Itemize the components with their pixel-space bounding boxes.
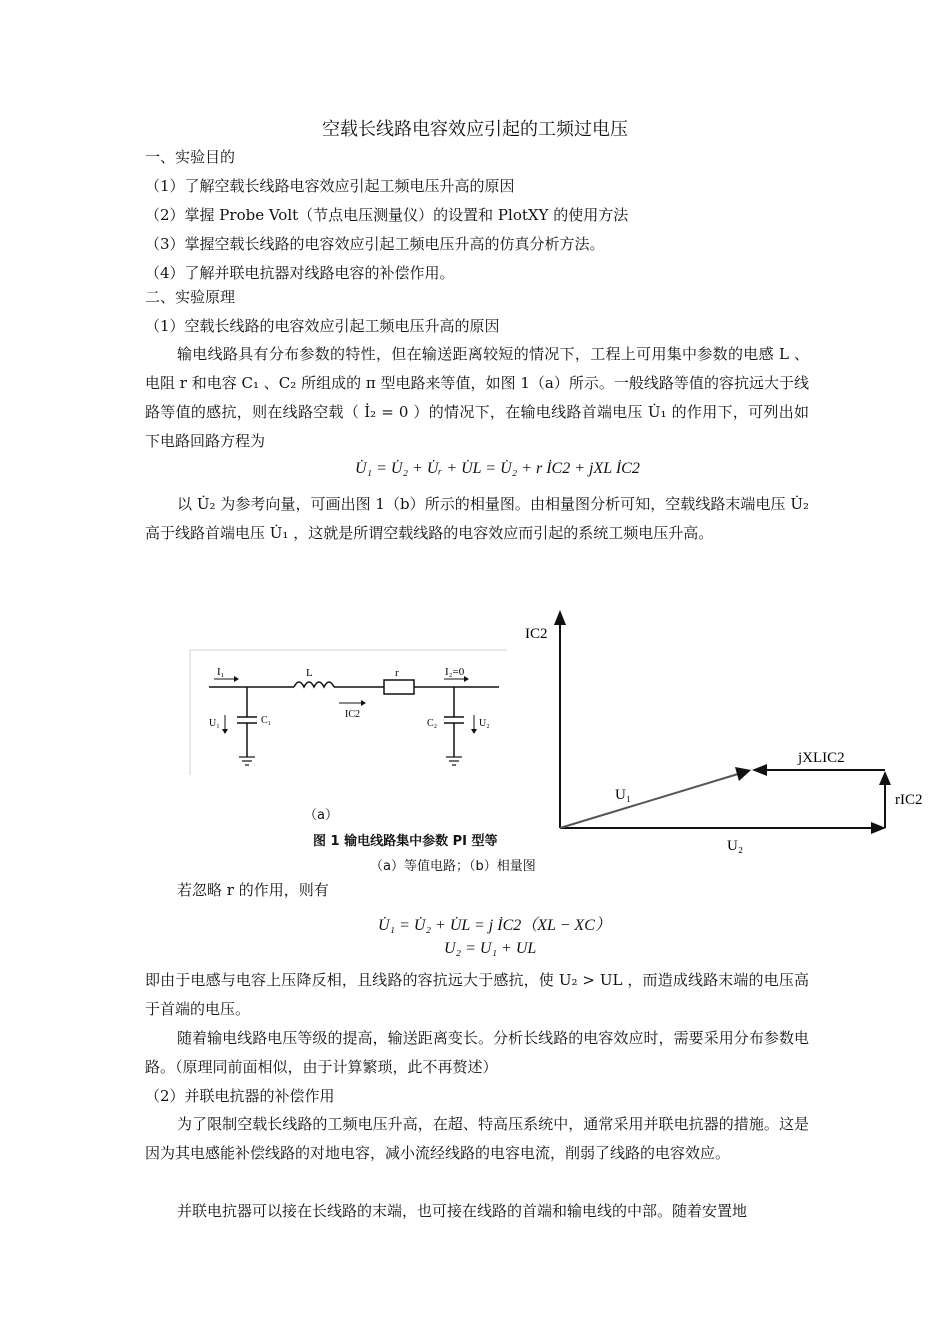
label-c1: C₁ <box>261 715 272 726</box>
phasor-label-ic2: IC2 <box>525 626 548 642</box>
paragraph-1: 输电线路具有分布参数的特性，但在输送距离较短的情况下，工程上可用集中参数的电感 L 、电阻 r 和电容 C₁ 、C₂ 所组成的 π 型电路来等值，如图 1（a）所示。一般线路等值的容抗远大于线路等值的感抗，则在线路空载（ İ₂ = 0 ）的情况下，在输电线路首端电压 U̇₁ 的作用下，可列出如下电路回路方程为 <box>145 345 809 450</box>
ic2-axis-arrow-icon <box>554 610 566 625</box>
jxlic2-arrow-icon <box>752 764 767 776</box>
subsection-heading-1: （1）空载长线路的电容效应引起工频电压升高的原因 <box>145 317 500 335</box>
equation-1: U̇₁ = U̇₂ + U̇ᵣ + U̇L = U̇₂ + r İC2 + jXL İC2 <box>355 460 640 477</box>
section-heading-objectives: 一、实验目的 <box>145 148 236 166</box>
paragraph-5: 随着输电线路电压等级的提高，输送距离变长。分析长线路的电容效应时，需要采用分布参数电路。（原理同前面相似，由于计算繁琐，此不再赘述） <box>145 1029 809 1076</box>
i1-arrow-icon <box>234 676 239 682</box>
label-i1: I₁ <box>217 666 225 678</box>
equation-2: U̇₁ = U̇₂ + U̇L = j İC2（XL − XC） <box>378 917 611 934</box>
u1-arrow-icon <box>735 767 751 781</box>
label-u1: U₁ <box>209 718 220 729</box>
u2-arrow-icon <box>471 729 477 734</box>
page-title: 空载长线路电容效应引起的工频过电压 <box>322 119 628 140</box>
ric2-arrow-icon <box>879 771 891 785</box>
figure-caption-line1: 图 1 输电线路集中参数 PI 型等 <box>313 834 498 849</box>
resistor <box>384 680 414 694</box>
figure-label-a: （a） <box>304 808 338 823</box>
objective-4: （4）了解并联电抗器对线路电容的补偿作用。 <box>145 264 455 282</box>
objective-1: （1）了解空载长线路电容效应引起工频电压升高的原因 <box>145 177 515 195</box>
label-r: r <box>395 667 399 679</box>
phasor-label-u2: U₂ <box>727 838 744 854</box>
u1-vector <box>560 774 738 828</box>
subsection-heading-2: （2）并联电抗器的补偿作用 <box>145 1087 335 1105</box>
label-i2: I₂=0 <box>445 666 465 678</box>
equation-3: U₂ = U₁ + UL <box>444 940 537 957</box>
u2-arrow-icon <box>871 822 886 834</box>
label-l: L <box>306 667 313 679</box>
ic2-arrow-icon <box>361 700 366 706</box>
circuit-diagram <box>189 649 509 779</box>
label-c2: C₂ <box>427 718 438 729</box>
phasor-label-u1: U₁ <box>615 787 632 803</box>
phasor-label-ric2: rIC2 <box>895 792 923 808</box>
paragraph-3: 若忽略 r 的作用，则有 <box>177 881 329 899</box>
u1-arrow-icon <box>222 729 228 734</box>
paragraph-6: 为了限制空载长线路的工频电压升高，在超、特高压系统中，通常采用并联电抗器的措施。这是因为其电感能补偿线路的对地电容，减小流经线路的电容电流，削弱了线路的电容效应。 <box>145 1115 809 1162</box>
label-u2: U₂ <box>479 718 490 729</box>
objective-2: （2）掌握 Probe Volt（节点电压测量仪）的设置和 PlotXY 的使用方法 <box>145 206 629 224</box>
inductor-coil <box>294 682 334 687</box>
section-heading-principle: 二、实验原理 <box>145 288 236 306</box>
paragraph-4: 即由于电感与电容上压降反相，且线路的容抗远大于感抗，使 U₂ > UL ，而造成线路末端的电压高于首端的电压。 <box>145 971 809 1018</box>
i2-arrow-icon <box>464 676 469 682</box>
phasor-label-jxlic2: jXLIC2 <box>798 750 845 766</box>
objective-3: （3）掌握空载长线路的电容效应引起工频电压升高的仿真分析方法。 <box>145 235 605 253</box>
label-ic2: IC2 <box>345 709 360 720</box>
paragraph-7: 并联电抗器可以接在长线路的末端，也可接在线路的首端和输电线的中部。随着安置地 <box>177 1202 748 1220</box>
figure-caption-line2: （a）等值电路；（b）相量图 <box>370 859 536 874</box>
paragraph-2: 以 U̇₂ 为参考向量，可画出图 1（b）所示的相量图。由相量图分析可知，空载线路末端电压 U̇₂ 高于线路首端电压 U̇₁ ，这就是所谓空载线路的电容效应而引起的系统工频电压升高。 <box>145 495 809 542</box>
phasor-diagram <box>515 605 935 865</box>
